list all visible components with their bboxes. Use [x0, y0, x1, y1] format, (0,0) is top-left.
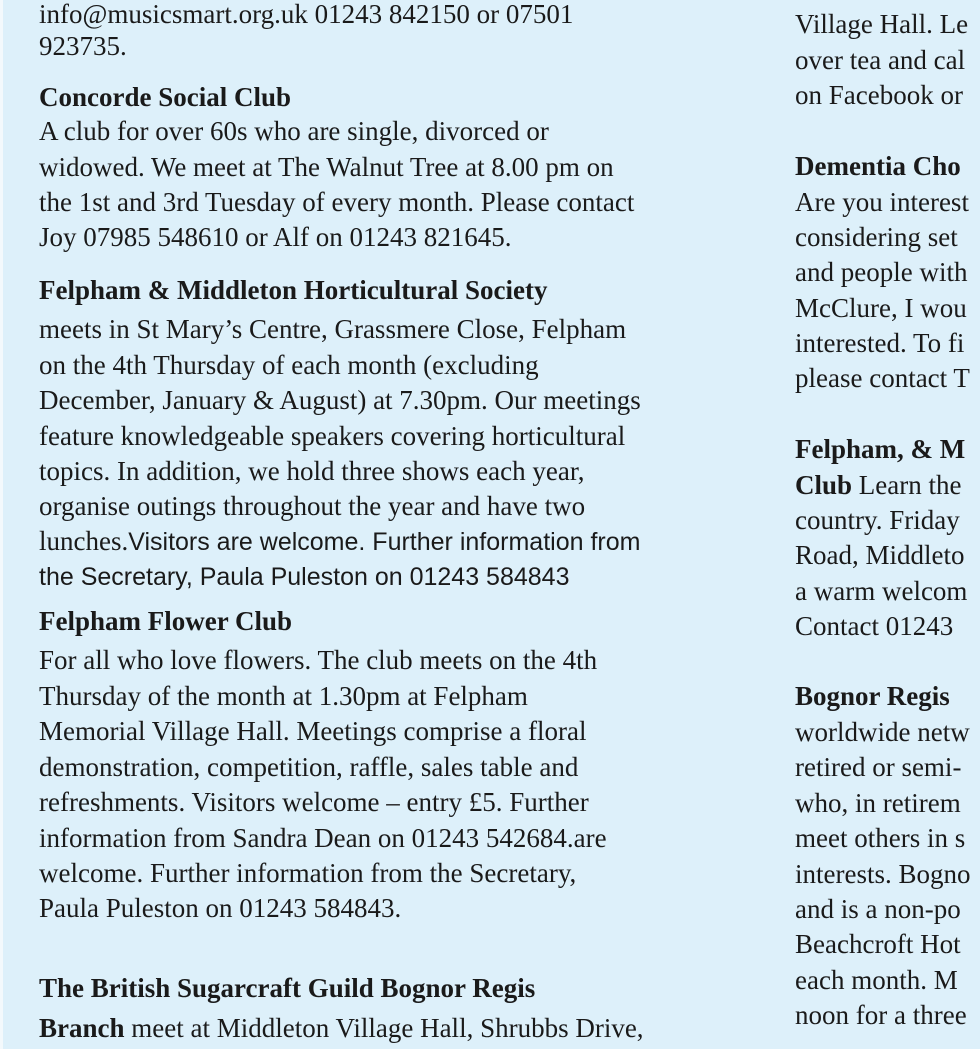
line-text: the 1st and 3rd Tuesday of every month. Please contact — [39, 187, 635, 217]
line-text: interests. Bogno — [795, 859, 971, 889]
body-line — [39, 0, 573, 32]
body-line — [795, 609, 953, 644]
line-text: McClure, I wou — [795, 293, 967, 323]
section-heading-sugarcraft: The British Sugarcraft Guild Bognor Regis — [39, 973, 536, 1003]
body-line — [39, 821, 607, 856]
line-text: Paula Puleston on 01243 584843. — [39, 893, 402, 923]
body-line — [39, 1011, 644, 1046]
body-line — [39, 714, 586, 749]
body-line — [39, 383, 641, 418]
body-line — [39, 185, 634, 220]
line-text: Beachcroft Hot — [795, 929, 961, 959]
line-text: Joy 07985 548610 or Alf on 01243 821645. — [39, 222, 512, 252]
body-line — [795, 220, 958, 255]
body-line — [39, 312, 626, 347]
line-text: information from Sandra Dean on 01243 542684.are — [39, 823, 607, 853]
body-line — [795, 255, 967, 290]
line-text: Memorial Village Hall. Meetings comprise a floral — [39, 716, 587, 746]
section-heading-bognor: Bognor Regis — [795, 681, 950, 711]
body-line — [795, 998, 967, 1033]
body-line — [795, 892, 961, 927]
line-text: demonstration, competition, raffle, sales table and — [39, 752, 579, 782]
line-text: considering set — [795, 222, 958, 252]
body-line — [39, 524, 640, 560]
body-line — [39, 454, 585, 489]
section-heading-concorde: Concorde Social Club — [39, 82, 292, 112]
section-heading-felpham-m: Felpham, & M — [795, 434, 966, 464]
body-line — [39, 29, 127, 64]
section-heading-horticultural: Felpham & Middleton Horticultural Society — [39, 275, 548, 305]
inline-bold: Branch — [39, 1013, 125, 1043]
line-text: A club for over 60s who are single, divorced or — [39, 116, 549, 146]
line-text: noon for a three — [795, 1000, 967, 1030]
page-edge — [0, 0, 3, 1049]
body-line — [39, 489, 585, 524]
section-heading-dementia: Dementia Cho — [795, 151, 961, 181]
body-line — [795, 821, 965, 856]
line-text: each month. M — [795, 965, 958, 995]
body-line — [795, 43, 965, 78]
line-text: For all who love flowers. The club meets on the 4th — [39, 645, 598, 675]
line-text: December, January & August) at 7.30pm. Our meetings — [39, 385, 641, 415]
body-line — [795, 503, 960, 538]
body-line — [795, 574, 967, 609]
body-line — [795, 291, 967, 326]
body-line — [795, 185, 969, 220]
line-text: Road, Middleto — [795, 540, 965, 570]
line-text: widowed. We meet at The Walnut Tree at 8.00 pm on — [39, 152, 614, 182]
body-line — [795, 326, 964, 361]
line-text: meet at Middleton Village Hall, Shrubbs Drive, — [124, 1013, 644, 1043]
body-line — [39, 785, 589, 820]
line-text: 923735. — [39, 31, 127, 61]
body-line — [795, 7, 968, 42]
line-text: Contact 01243 — [795, 611, 954, 641]
body-line — [795, 857, 971, 892]
inline-bold: Club — [795, 470, 853, 500]
line-text: meet others in s — [795, 823, 966, 853]
line-text: lunches. — [39, 526, 129, 556]
line-text: info@musicsmart.org.uk 01243 842150 or 07501 — [39, 0, 574, 29]
section-heading-flower: Felpham Flower Club — [39, 606, 293, 636]
body-line — [795, 927, 961, 962]
body-line — [39, 643, 597, 678]
body-line — [795, 715, 970, 750]
body-line — [795, 538, 965, 573]
line-text: retired or semi- — [795, 752, 962, 782]
line-text: Are you interest — [795, 187, 969, 217]
body-line — [795, 468, 961, 503]
body-line — [39, 419, 625, 454]
line-text: on the 4th Thursday of each month (excluding — [39, 350, 539, 380]
line-text: Village Hall. Le — [795, 9, 969, 39]
line-text: worldwide netw — [795, 717, 970, 747]
body-line — [39, 679, 528, 714]
body-line — [795, 361, 970, 396]
line-text: a warm welcom — [795, 576, 968, 606]
line-text: refreshments. Visitors welcome – entry £5. Further — [39, 787, 589, 817]
line-text: feature knowledgeable speakers covering horticultural — [39, 421, 626, 451]
body-line — [795, 750, 961, 785]
line-text-sans: the Secretary, Paula Puleston on 01243 584843 — [39, 563, 570, 591]
line-text: meets in St Mary’s Centre, Grassmere Close, Felpham — [39, 314, 627, 344]
body-line — [795, 78, 963, 113]
body-line — [795, 786, 961, 821]
body-line — [39, 856, 576, 891]
line-text: on Facebook or — [795, 80, 963, 110]
line-text: Learn the — [852, 470, 962, 500]
line-text: who, in retirem — [795, 788, 961, 818]
body-line — [39, 891, 401, 926]
body-line — [795, 963, 958, 998]
line-text: country. Friday — [795, 505, 960, 535]
line-text: organise outings throughout the year and have two — [39, 491, 586, 521]
body-line — [39, 750, 578, 785]
body-line — [39, 150, 614, 185]
line-text: topics. In addition, we hold three shows each year, — [39, 456, 585, 486]
line-text: welcome. Further information from the Secretary, — [39, 858, 577, 888]
line-text: over tea and cal — [795, 45, 966, 75]
line-text-sans: Visitors are welcome. Further information from — [128, 528, 641, 556]
line-text: interested. To fi — [795, 328, 965, 358]
line-text: Thursday of the month at 1.30pm at Felpham — [39, 681, 528, 711]
line-text: please contact T — [795, 363, 970, 393]
body-line — [39, 114, 549, 149]
line-text: and is a non-po — [795, 894, 961, 924]
body-line — [39, 348, 539, 383]
line-text: and people with — [795, 257, 968, 287]
body-line — [39, 220, 512, 255]
body-line — [39, 559, 569, 595]
